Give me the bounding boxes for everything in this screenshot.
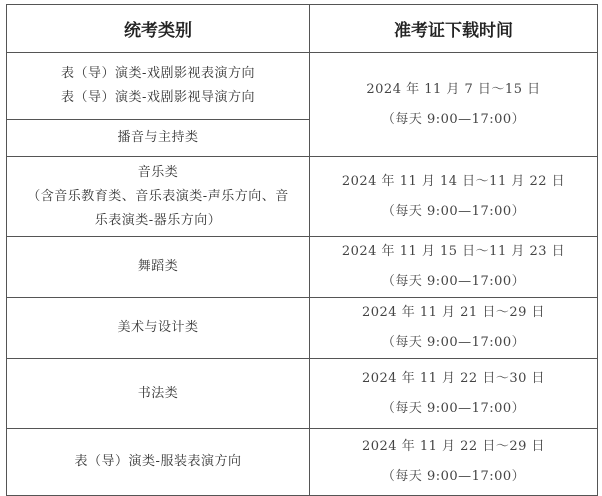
category-cell <box>7 53 310 120</box>
download-period: 2024 年 11 月 14 日～11 月 22 日 <box>341 173 566 189</box>
download-time-cell <box>310 359 598 429</box>
category-note: （含音乐教育类、音乐表演类-声乐方向、音 <box>27 188 289 204</box>
category-name: 播音与主持类 <box>117 130 199 145</box>
category-name: 表（导）演类-服装表演方向 <box>74 454 242 469</box>
table-row <box>7 157 598 237</box>
category-name: 表（导）演类-戏剧影视表演方向 <box>61 66 255 81</box>
category-note: 乐表演类-器乐方向） <box>94 212 222 228</box>
category-column-header: 统考类别 <box>7 5 310 53</box>
download-period: 2024 年 11 月 22 日～30 日 <box>361 370 545 386</box>
category-name: 舞蹈类 <box>137 259 179 274</box>
daily-hours: （每天 9:00—17:00） <box>381 111 526 127</box>
category-cell <box>7 429 310 496</box>
exam-schedule-table <box>6 4 598 496</box>
category-cell <box>7 237 310 298</box>
category-name: 书法类 <box>137 385 179 401</box>
category-cell <box>7 157 310 237</box>
category-cell <box>7 359 310 429</box>
download-time-cell <box>310 53 598 157</box>
table-row <box>7 237 598 298</box>
download-period: 2024 年 11 月 15 日～11 月 23 日 <box>341 244 566 259</box>
table-row <box>7 298 598 359</box>
download-period: 2024 年 11 月 22 日～29 日 <box>361 439 545 454</box>
category-name: 表（导）演类-戏剧影视导演方向 <box>61 90 255 105</box>
daily-hours: （每天 9:00—17:00） <box>381 469 526 484</box>
download-time-cell <box>310 298 598 359</box>
category-cell <box>7 298 310 359</box>
download-period: 2024 年 11 月 21 日～29 日 <box>361 305 545 320</box>
table-row <box>7 429 598 496</box>
download-time-cell <box>310 429 598 496</box>
category-name: 音乐类 <box>137 164 179 180</box>
daily-hours: （每天 9:00—17:00） <box>381 274 526 289</box>
table-row <box>7 359 598 429</box>
download-time-cell <box>310 157 598 237</box>
header-row <box>7 5 598 53</box>
daily-hours: （每天 9:00—17:00） <box>381 400 526 416</box>
daily-hours: （每天 9:00—17:00） <box>381 203 526 219</box>
download-time-cell <box>310 237 598 298</box>
download-period: 2024 年 11 月 7 日～15 日 <box>366 81 541 97</box>
download-time-column-header: 准考证下载时间 <box>310 5 598 53</box>
daily-hours: （每天 9:00—17:00） <box>381 335 526 350</box>
category-cell <box>7 120 310 157</box>
table-row <box>7 53 598 120</box>
category-name: 美术与设计类 <box>117 320 199 335</box>
